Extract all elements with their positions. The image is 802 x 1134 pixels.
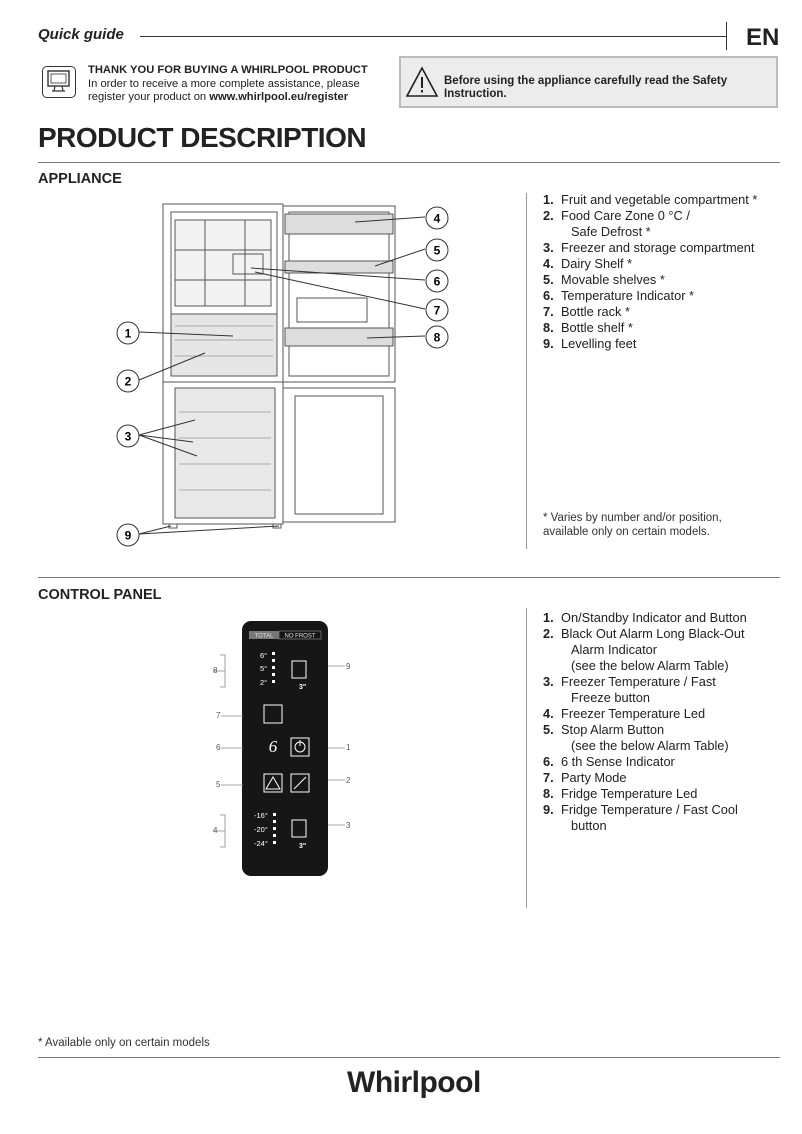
legend-text: button bbox=[571, 818, 607, 833]
legend-text: Fruit and vegetable compartment * bbox=[561, 192, 758, 207]
sixth-sense-icon: 6 bbox=[268, 737, 278, 756]
legend-number: 9. bbox=[543, 336, 554, 351]
footer-note: * Available only on certain models bbox=[38, 1037, 210, 1049]
callout-3-label: 3 bbox=[124, 429, 132, 444]
callout-8-label: 8 bbox=[433, 330, 441, 345]
register-prefix: register your product on bbox=[88, 91, 210, 103]
panel-label-3: 3 bbox=[346, 821, 351, 830]
legend-text: Levelling feet bbox=[561, 336, 637, 351]
legend-item bbox=[543, 240, 783, 256]
page-title: PRODUCT DESCRIPTION bbox=[38, 122, 367, 153]
legend-number: 9. bbox=[543, 802, 554, 817]
legend-text: Fridge Temperature / Fast Cool bbox=[561, 802, 738, 817]
callout-9-label: 9 bbox=[124, 528, 132, 543]
safety-notice-text: Before using the appliance carefully read the Safety Instruction. bbox=[444, 75, 728, 100]
appliance-note-line1: * Varies by number and/or position, bbox=[543, 512, 722, 524]
legend-item bbox=[543, 304, 783, 320]
legend-number: 5. bbox=[543, 272, 554, 287]
legend-number bbox=[543, 738, 558, 754]
legend-item bbox=[543, 738, 783, 754]
legend-item bbox=[543, 208, 783, 224]
total-label: TOTAL bbox=[254, 633, 274, 640]
legend-text: Freezer Temperature / Fast bbox=[561, 674, 716, 689]
legend-text: (see the below Alarm Table) bbox=[571, 658, 729, 673]
legend-item bbox=[543, 626, 783, 642]
legend-item bbox=[543, 336, 783, 352]
legend-item bbox=[543, 674, 783, 690]
legend-item bbox=[543, 802, 783, 818]
footer-rule bbox=[38, 1057, 780, 1058]
appliance-diagram bbox=[105, 198, 460, 550]
legend-text: Alarm Indicator bbox=[571, 642, 658, 657]
legend-item bbox=[543, 224, 783, 240]
freezer-temp-24: -24° bbox=[254, 839, 268, 848]
legend-item bbox=[543, 706, 783, 722]
thank-you-line: THANK YOU FOR BUYING A WHIRLPOOL PRODUCT bbox=[88, 64, 368, 76]
legend-item bbox=[543, 658, 783, 674]
title-rule bbox=[38, 162, 780, 163]
legend-text: Bottle shelf * bbox=[561, 320, 633, 335]
appliance-legend bbox=[543, 192, 783, 352]
callout-1-label: 1 bbox=[124, 326, 132, 341]
legend-item bbox=[543, 770, 783, 786]
legend-item bbox=[543, 288, 783, 304]
no-frost-label: NO FROST bbox=[284, 633, 316, 640]
callout-9 bbox=[116, 523, 140, 552]
warning-icon bbox=[405, 66, 439, 103]
callout-7-label: 7 bbox=[433, 303, 441, 318]
fast-freeze-time: 3" bbox=[299, 843, 307, 850]
panel-label-4: 4 bbox=[213, 826, 218, 835]
callout-6 bbox=[425, 269, 449, 298]
legend-number: 5. bbox=[543, 722, 554, 737]
register-url-link[interactable]: www.whirlpool.eu/register bbox=[209, 91, 349, 103]
legend-item bbox=[543, 690, 783, 706]
quick-guide-label: Quick guide bbox=[38, 26, 124, 43]
legend-item bbox=[543, 754, 783, 770]
legend-number bbox=[543, 690, 558, 706]
legend-text: Temperature Indicator * bbox=[561, 288, 695, 303]
callout-4 bbox=[425, 206, 449, 235]
legend-number: 3. bbox=[543, 240, 554, 255]
legend-number: 6. bbox=[543, 288, 554, 303]
control-panel-heading: CONTROL PANEL bbox=[38, 587, 162, 603]
legend-item bbox=[543, 192, 783, 208]
legend-text: 6 th Sense Indicator bbox=[561, 754, 675, 769]
legend-text: Party Mode bbox=[561, 770, 627, 785]
whirlpool-logo: Whirlpool bbox=[347, 1066, 481, 1099]
legend-text: Freezer and storage compartment bbox=[561, 240, 755, 255]
legend-number bbox=[543, 818, 558, 834]
legend-item bbox=[543, 818, 783, 834]
legend-number: 1. bbox=[543, 192, 554, 207]
language-code: EN bbox=[746, 24, 780, 51]
callout-8 bbox=[425, 325, 449, 354]
legend-number bbox=[543, 658, 558, 674]
fast-cool-time: 3" bbox=[299, 684, 307, 691]
legend-item bbox=[543, 610, 783, 626]
appliance-note bbox=[543, 511, 722, 539]
legend-text: Black Out Alarm Long Black-Out bbox=[561, 626, 745, 641]
panel-label-5: 5 bbox=[216, 780, 221, 789]
freezer-temp-16: -16° bbox=[254, 811, 268, 820]
legend-number: 8. bbox=[543, 786, 554, 801]
legend-item bbox=[543, 256, 783, 272]
callout-2 bbox=[116, 369, 140, 398]
legend-number: 1. bbox=[543, 610, 554, 625]
control-legend bbox=[543, 610, 783, 834]
legend-number: 7. bbox=[543, 770, 554, 785]
legend-number: 8. bbox=[543, 320, 554, 335]
legend-text: Freeze button bbox=[571, 690, 650, 705]
legend-number: 6. bbox=[543, 754, 554, 769]
control-divider bbox=[526, 608, 527, 908]
legend-item bbox=[543, 786, 783, 802]
callout-5-label: 5 bbox=[433, 243, 441, 258]
legend-number: 3. bbox=[543, 674, 554, 689]
legend-number bbox=[543, 642, 558, 658]
legend-text: Movable shelves * bbox=[561, 272, 665, 287]
legend-number: 7. bbox=[543, 304, 554, 319]
legend-text: Stop Alarm Button bbox=[561, 722, 665, 737]
fridge-temp-6: 6° bbox=[260, 651, 268, 660]
legend-text: Dairy Shelf * bbox=[561, 256, 633, 271]
registration-text bbox=[88, 64, 368, 105]
legend-text: On/Standby Indicator and Button bbox=[561, 610, 747, 625]
legend-number: 4. bbox=[543, 706, 554, 721]
legend-item bbox=[543, 272, 783, 288]
panel-label-2: 2 bbox=[346, 776, 351, 785]
freezer-temp-20: -20° bbox=[254, 825, 268, 834]
header-rule bbox=[140, 36, 726, 37]
fridge-temp-2: 2° bbox=[260, 678, 268, 687]
legend-item bbox=[543, 642, 783, 658]
panel-label-8: 8 bbox=[213, 666, 218, 675]
callout-3 bbox=[116, 424, 140, 453]
callout-4-label: 4 bbox=[433, 211, 441, 226]
header-divider bbox=[726, 22, 727, 50]
legend-text: Bottle rack * bbox=[561, 304, 630, 319]
legend-number bbox=[543, 224, 558, 240]
panel-label-1: 1 bbox=[346, 743, 351, 752]
callout-2-label: 2 bbox=[124, 374, 132, 389]
legend-text: Safe Defrost * bbox=[571, 224, 651, 239]
legend-text: Fridge Temperature Led bbox=[561, 786, 698, 801]
legend-number: 2. bbox=[543, 208, 554, 223]
legend-number: 4. bbox=[543, 256, 554, 271]
callout-6-label: 6 bbox=[433, 274, 441, 289]
assistance-line: In order to receive a more complete assistance, please bbox=[88, 77, 360, 90]
panel-label-6: 6 bbox=[216, 743, 221, 752]
appliance-heading: APPLIANCE bbox=[38, 171, 122, 187]
legend-number: 2. bbox=[543, 626, 554, 641]
monitor-icon bbox=[42, 66, 76, 98]
appliance-divider bbox=[526, 193, 527, 549]
panel-leader-lines bbox=[205, 650, 365, 850]
legend-text: Food Care Zone 0 °C / bbox=[561, 208, 690, 223]
panel-label-7: 7 bbox=[216, 711, 221, 720]
legend-item bbox=[543, 320, 783, 336]
appliance-note-line2: available only on certain models. bbox=[543, 526, 710, 538]
section-rule bbox=[38, 577, 780, 578]
legend-text: Freezer Temperature Led bbox=[561, 706, 706, 721]
panel-label-9: 9 bbox=[346, 662, 351, 671]
fridge-temp-5: 5° bbox=[260, 664, 268, 673]
callout-5 bbox=[425, 238, 449, 267]
callout-7 bbox=[425, 298, 449, 327]
legend-text: (see the below Alarm Table) bbox=[571, 738, 729, 753]
callout-1 bbox=[116, 321, 140, 350]
legend-item bbox=[543, 722, 783, 738]
